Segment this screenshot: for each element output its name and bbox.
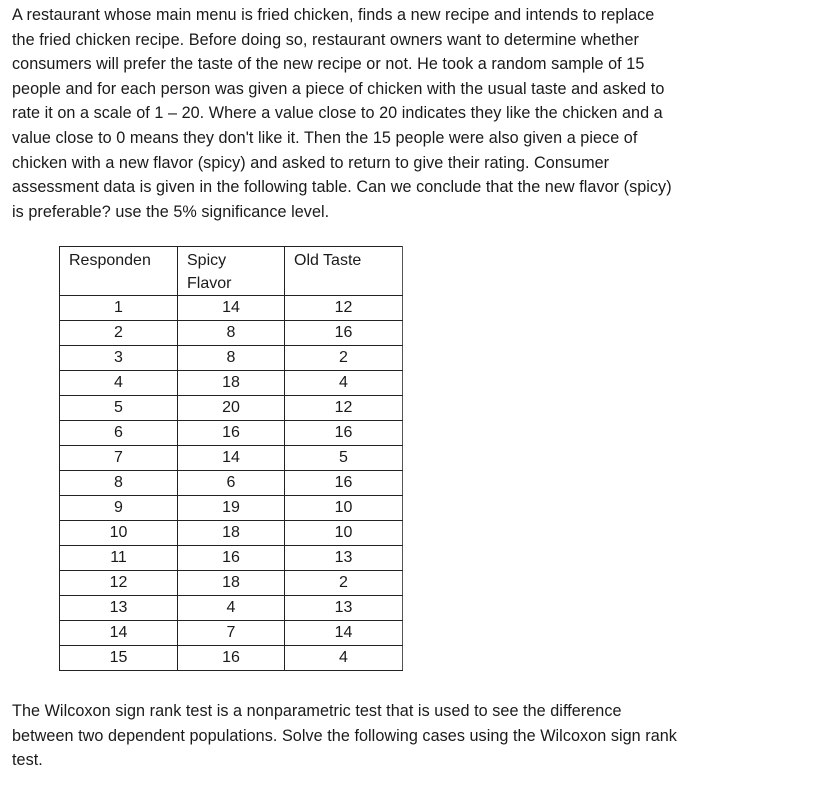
text-line: test. <box>12 751 43 770</box>
old-taste-cell: 5 <box>285 446 403 471</box>
table-row <box>60 321 403 346</box>
table-row <box>60 446 403 471</box>
header-respondent-label: Responden <box>69 252 151 269</box>
ratings-table <box>59 246 403 671</box>
spicy-cell: 18 <box>178 521 285 546</box>
old-taste-cell: 13 <box>285 596 403 621</box>
table-row <box>60 471 403 496</box>
respondent-cell: 15 <box>60 646 178 671</box>
spicy-cell: 8 <box>178 321 285 346</box>
table-row <box>60 521 403 546</box>
respondent-cell: 12 <box>60 571 178 596</box>
header-old-taste-label: Old Taste <box>294 252 362 269</box>
text-line: A restaurant whose main menu is fried chicken, finds a new recipe and intends to replace <box>12 6 655 24</box>
table-row <box>60 621 403 646</box>
header-spicy-label-line1: Spicy <box>187 252 227 269</box>
text-line: rate it on a scale of 1 – 20. Where a value close to 20 indicates they like the chicken and a <box>12 104 663 123</box>
table-row <box>60 496 403 521</box>
old-taste-cell: 16 <box>285 471 403 496</box>
respondent-cell: 8 <box>60 471 178 496</box>
spicy-cell: 18 <box>178 571 285 596</box>
header-spicy-flavor <box>178 247 285 296</box>
header-old-taste <box>285 247 403 296</box>
spicy-cell: 4 <box>178 596 285 621</box>
spicy-cell: 6 <box>178 471 285 496</box>
old-taste-cell: 2 <box>285 571 403 596</box>
respondent-cell: 4 <box>60 371 178 396</box>
spicy-cell: 7 <box>178 621 285 646</box>
old-taste-cell: 10 <box>285 521 403 546</box>
respondent-cell: 14 <box>60 621 178 646</box>
text-line: people and for each person was given a piece of chicken with the usual taste and asked to <box>12 79 665 98</box>
spicy-cell: 8 <box>178 346 285 371</box>
text-line: value close to 0 means they don't like it. Then the 15 people were also given a piece of <box>12 128 638 147</box>
old-taste-cell: 16 <box>285 421 403 446</box>
respondent-cell: 10 <box>60 521 178 546</box>
old-taste-cell: 4 <box>285 371 403 396</box>
spicy-cell: 16 <box>178 421 285 446</box>
spicy-cell: 19 <box>178 496 285 521</box>
table-row <box>60 646 403 671</box>
old-taste-cell: 12 <box>285 396 403 421</box>
old-taste-cell: 10 <box>285 496 403 521</box>
respondent-cell: 3 <box>60 346 178 371</box>
table-header-row <box>60 247 403 296</box>
table-row <box>60 596 403 621</box>
table-row <box>60 571 403 596</box>
text-line: chicken with a new flavor (spicy) and asked to return to give their rating. Consumer <box>12 153 610 172</box>
header-respondent <box>60 247 178 296</box>
respondent-cell: 2 <box>60 321 178 346</box>
respondent-cell: 1 <box>60 296 178 321</box>
spicy-cell: 14 <box>178 296 285 321</box>
respondent-cell: 9 <box>60 496 178 521</box>
text-line: is preferable? use the 5% significance level. <box>12 202 330 221</box>
spicy-cell: 16 <box>178 546 285 571</box>
table-row <box>60 546 403 571</box>
text-line: between two dependent populations. Solve the following cases using the Wilcoxon sign rank <box>12 726 677 745</box>
spicy-cell: 16 <box>178 646 285 671</box>
spicy-cell: 18 <box>178 371 285 396</box>
old-taste-cell: 13 <box>285 546 403 571</box>
text-line: assessment data is given in the following table. Can we conclude that the new flavor (spicy) <box>12 178 672 197</box>
old-taste-cell: 2 <box>285 346 403 371</box>
text-line: the fried chicken recipe. Before doing so, restaurant owners want to determine whether <box>12 30 639 49</box>
table-row <box>60 421 403 446</box>
respondent-cell: 6 <box>60 421 178 446</box>
table-row <box>60 396 403 421</box>
old-taste-cell: 12 <box>285 296 403 321</box>
spicy-cell: 20 <box>178 396 285 421</box>
spicy-cell: 14 <box>178 446 285 471</box>
respondent-cell: 5 <box>60 396 178 421</box>
respondent-cell: 11 <box>60 546 178 571</box>
table-row <box>60 371 403 396</box>
header-spicy-label-line2: Flavor <box>187 275 232 292</box>
table-row <box>60 346 403 371</box>
old-taste-cell: 16 <box>285 321 403 346</box>
table-row <box>60 296 403 321</box>
text-line: The Wilcoxon sign rank test is a nonparametric test that is used to see the difference <box>12 702 622 720</box>
problem-statement <box>12 3 672 224</box>
respondent-cell: 7 <box>60 446 178 471</box>
method-description <box>12 699 677 773</box>
old-taste-cell: 14 <box>285 621 403 646</box>
old-taste-cell: 4 <box>285 646 403 671</box>
text-line: consumers will prefer the taste of the new recipe or not. He took a random sample of 15 <box>12 55 645 74</box>
respondent-cell: 13 <box>60 596 178 621</box>
